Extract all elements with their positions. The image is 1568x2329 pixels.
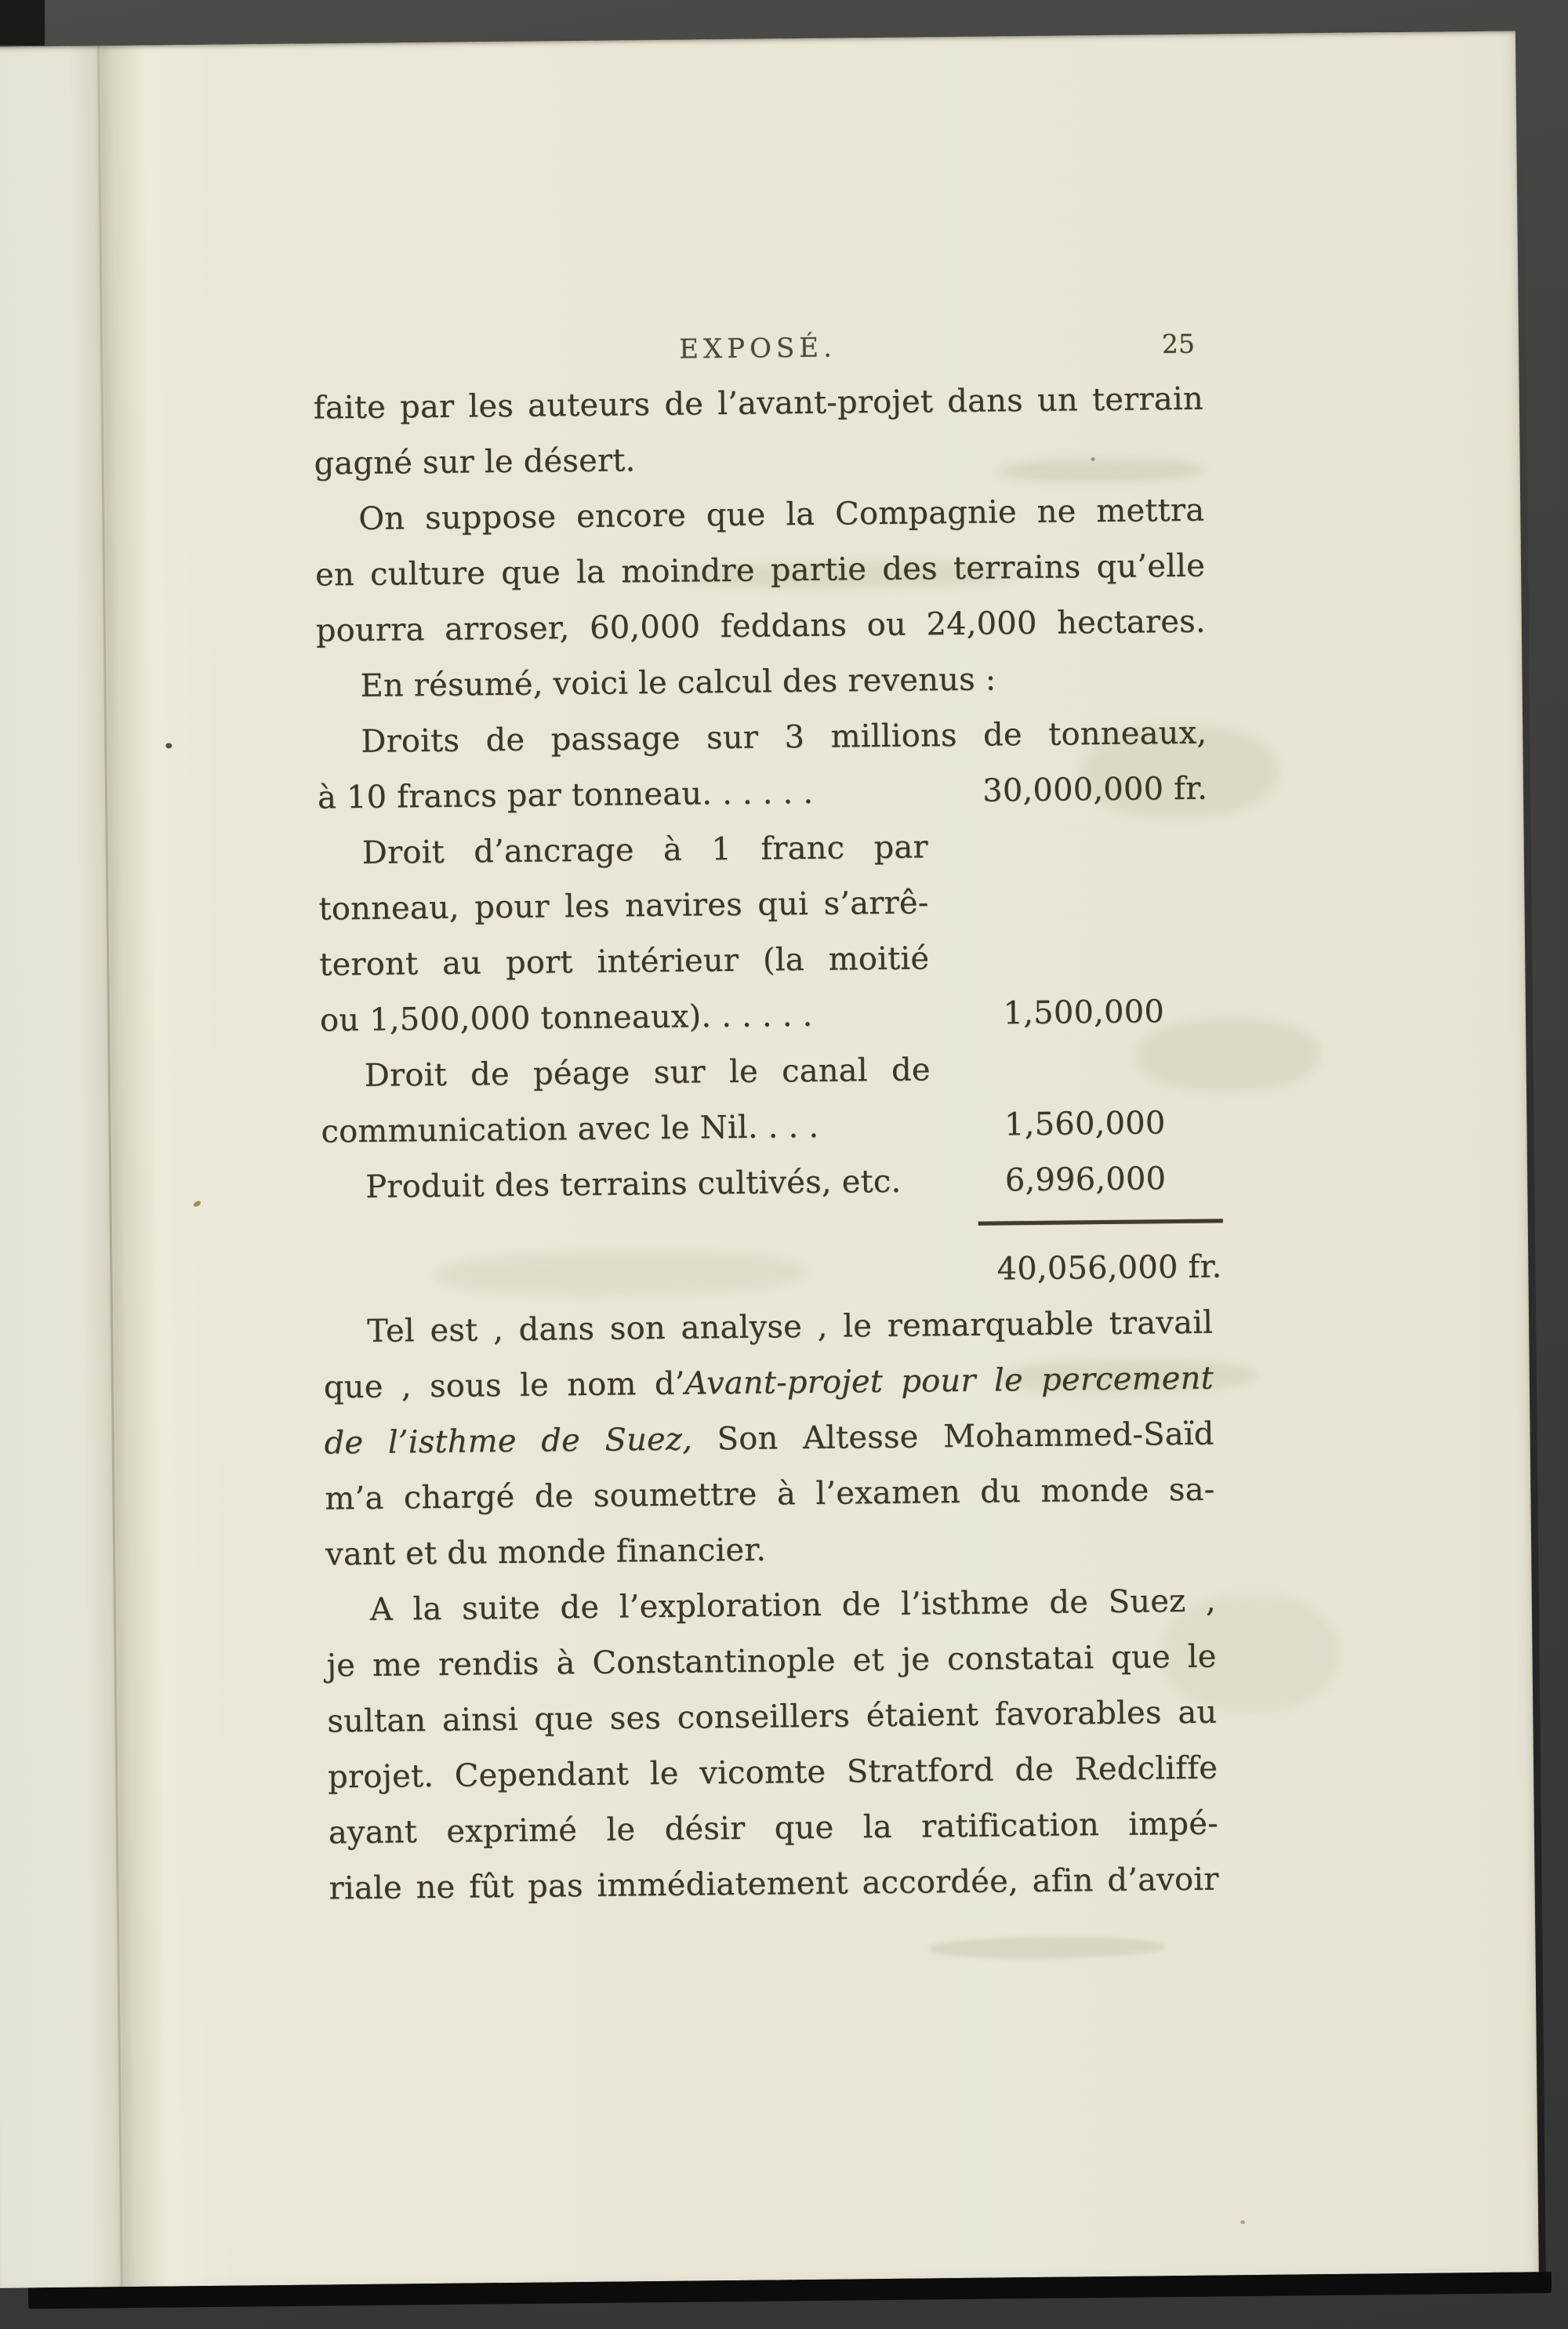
book-page (0, 31, 1539, 2287)
ink-speck (165, 743, 172, 748)
text-line (318, 819, 928, 881)
text-segment: En résumé, voici le calcul des revenus : (360, 661, 996, 704)
text-segment: gagné sur le désert. (314, 442, 636, 482)
text-segment: à 10 francs par tonneau. . . . . . (317, 774, 814, 816)
text-segment: faite par les auteurs de l’avant-projet dans un terrain (313, 380, 1204, 427)
text-segment: ayant exprimé le désir que la ratification impé- (328, 1805, 1219, 1851)
text-line (325, 1462, 1215, 1528)
text-line (328, 1852, 1219, 1917)
text-line (319, 931, 930, 993)
text-line (315, 594, 1206, 659)
text-segment: Droit d’ancrage à 1 franc par (361, 829, 928, 871)
text-line (320, 1042, 931, 1104)
account-line (321, 1095, 1211, 1161)
text-line (328, 1797, 1219, 1862)
text-line (324, 1407, 1214, 1472)
text-line (315, 539, 1206, 604)
text-segment: projet. Cependant le vicomte Stratford de Redcliffe (327, 1749, 1218, 1796)
text-segment: Avant-projet pour le percement (684, 1360, 1214, 1402)
text-segment: teront au port intérieur (la moitié (319, 940, 930, 983)
amount: 40,056,000 fr. (996, 1248, 1222, 1288)
text-line (314, 427, 1204, 492)
text-segment: riale ne fût pas immédiatement accordée, afin d’avoir (328, 1861, 1219, 1907)
text-line (316, 650, 1207, 715)
text-line (314, 483, 1205, 548)
text-line (317, 706, 1207, 771)
page-number: 25 (1161, 328, 1196, 360)
text-segment: vant et du monde financier. (325, 1531, 767, 1573)
text-segment: sultan ainsi que ses conseillers étaient favorables au (327, 1694, 1218, 1740)
text-line (328, 1741, 1218, 1806)
account-line (321, 1151, 1212, 1216)
gutter-crease (97, 45, 123, 2287)
ink-speck (193, 1200, 202, 1208)
amount: 1,560,000 (1004, 1105, 1166, 1143)
text-segment: Tel est , dans son analyse , le remarquable travail (366, 1304, 1214, 1350)
page-title: EXPOSÉ. (679, 332, 837, 365)
text-segment: tonneau, pour les navires qui s’arrê- (318, 885, 929, 928)
text-line (318, 875, 929, 937)
text-segment: Son Altesse Mohammed-Saïd (691, 1415, 1214, 1458)
text-segment: je me rendis à Constantinople et je constatai que le (326, 1638, 1217, 1684)
amount: 30,000,000 fr. (982, 770, 1208, 809)
text-segment: A la suite de l’exploration de l’isthme de Suez , (369, 1582, 1217, 1628)
text-segment: que , sous le nom d’ (323, 1365, 685, 1406)
text-line (326, 1630, 1217, 1695)
text-segment: de l’isthme de Suez, (324, 1421, 693, 1462)
text-segment: Produit des terrains cultivés, etc. (365, 1163, 902, 1205)
show-through-smudge (929, 1936, 1164, 1959)
amount: 1,500,000 (1003, 994, 1165, 1032)
amount: 6,996,000 (1004, 1161, 1167, 1199)
account-line (320, 984, 1210, 1049)
text-segment: m’a chargé de soumettre à l’examen du monde sa- (325, 1471, 1215, 1517)
text-line (323, 1295, 1214, 1361)
text-segment: en culture que la moindre partie des terrains qu’elle (314, 547, 1206, 594)
text-segment: On suppose encore que la Compagnie ne mettra (358, 492, 1205, 537)
text-segment: Droits de passage sur 3 millions de tonneaux, (361, 714, 1207, 760)
body-text (313, 372, 1222, 1917)
text-line (326, 1574, 1217, 1639)
ink-speck (1240, 2220, 1245, 2224)
running-header (313, 326, 1203, 372)
account-line (318, 761, 1208, 827)
total-line (322, 1239, 1222, 1304)
total-rule-line (978, 1219, 1223, 1225)
text-line (313, 372, 1203, 437)
text-line (327, 1685, 1218, 1750)
text-segment: communication avec le Nil. . . . (321, 1108, 819, 1150)
dark-corner-backdrop (0, 0, 45, 45)
text-segment: pourra arroser, 60,000 feddans ou 24,000 hectares. (315, 603, 1206, 649)
text-line (324, 1351, 1214, 1416)
text-line (325, 1518, 1216, 1583)
text-segment: Droit de péage sur le canal de (364, 1052, 931, 1094)
text-segment: ou 1,500,000 tonneaux). . . . . . (319, 997, 813, 1039)
